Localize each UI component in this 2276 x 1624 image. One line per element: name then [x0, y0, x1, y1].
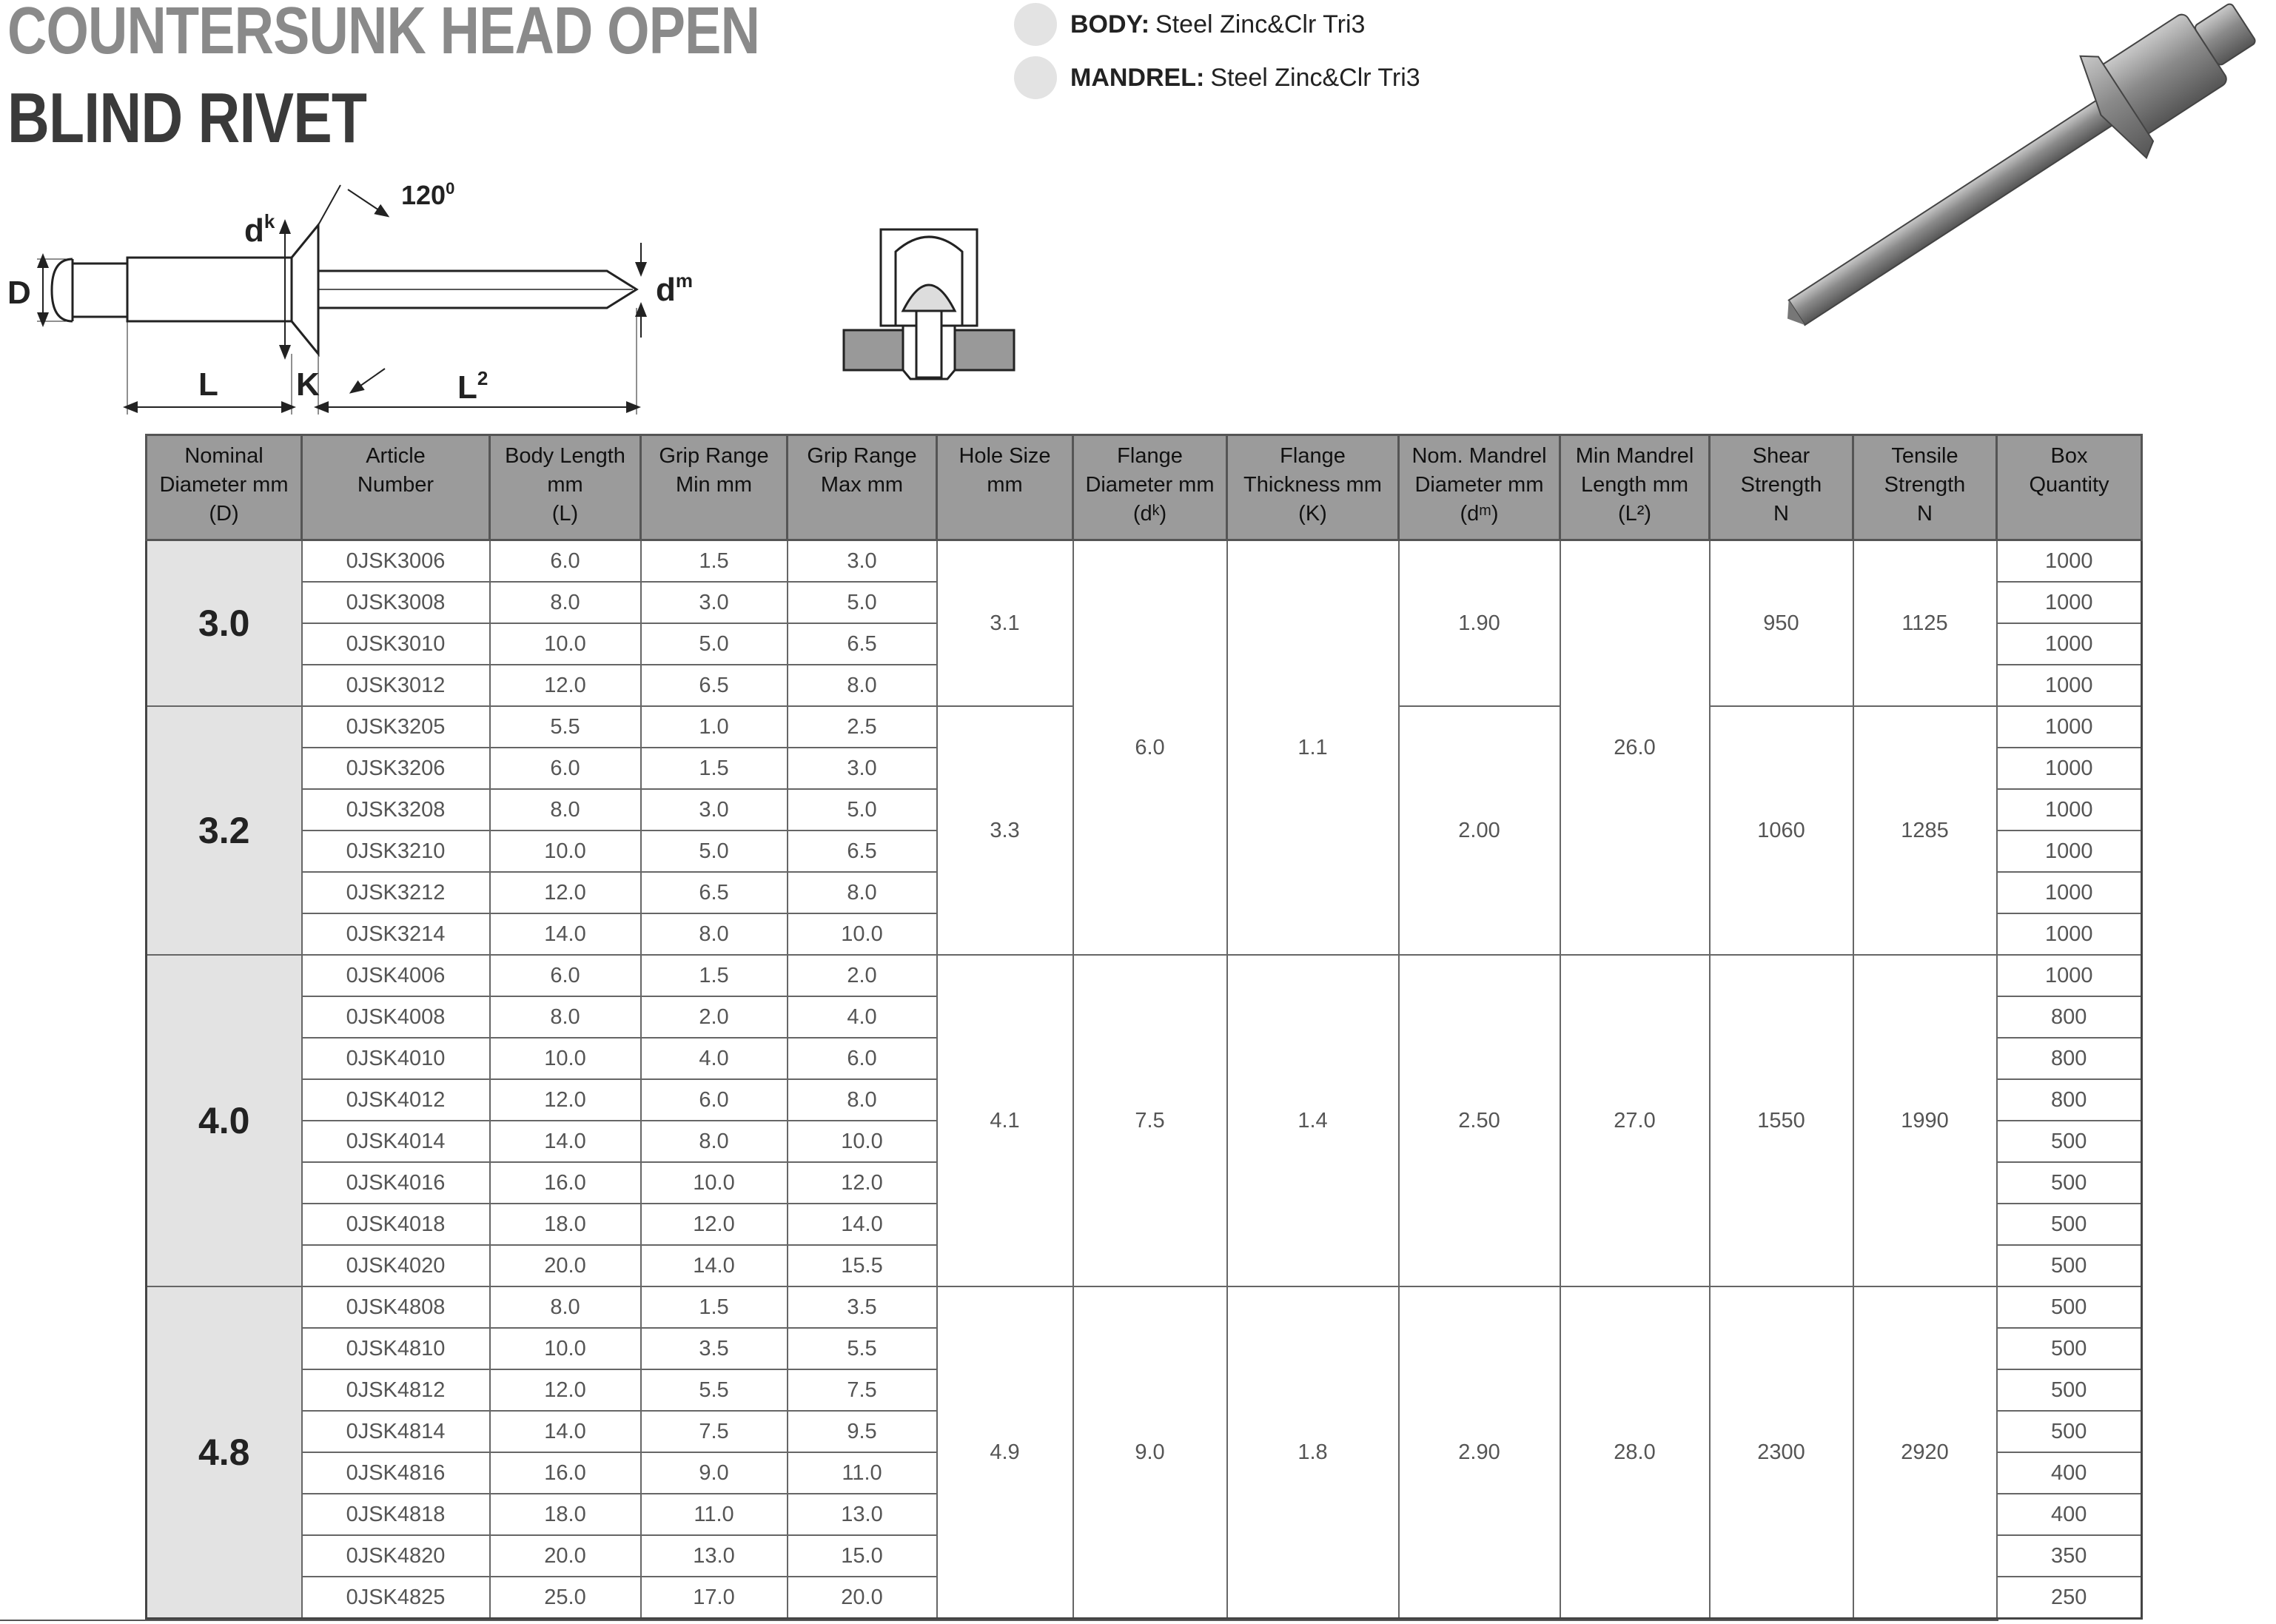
- grip-min-cell: 5.5: [641, 1369, 788, 1411]
- label-dm-sup: m: [675, 269, 694, 292]
- article-number-cell: 0JSK3205: [302, 706, 490, 748]
- material-mandrel: [1014, 56, 1420, 99]
- box-quantity-cell: 500: [1997, 1121, 2142, 1162]
- body-value: Steel Zinc&Clr Tri3: [1155, 10, 1366, 38]
- body-length-cell: 20.0: [490, 1535, 641, 1577]
- column-header-flange-diameter: Flange Diameter mm (dᵏ): [1073, 435, 1227, 540]
- grip-max-cell: 3.5: [788, 1286, 937, 1328]
- svg-text:dk: [244, 210, 275, 249]
- rivet-installed-section: [836, 222, 1021, 392]
- column-header-box-quantity: Box Quantity: [1997, 435, 2142, 540]
- mandrel-length-cell: 27.0: [1560, 955, 1710, 1286]
- label-dm: d: [656, 272, 676, 308]
- grip-min-cell: 13.0: [641, 1535, 788, 1577]
- rivet-dimension-diagram: [0, 163, 725, 429]
- flange-thickness-cell: 1.8: [1227, 1286, 1399, 1619]
- grip-min-cell: 1.5: [641, 955, 788, 996]
- bottom-rule: [0, 1620, 1998, 1621]
- article-number-cell: 0JSK3210: [302, 831, 490, 872]
- grip-min-cell: 5.0: [641, 623, 788, 665]
- column-header-shear-strength: Shear Strength N: [1710, 435, 1853, 540]
- page-title-line-2: BLIND RIVET: [7, 78, 367, 158]
- box-quantity-cell: 800: [1997, 1038, 2142, 1079]
- box-quantity-cell: 400: [1997, 1494, 2142, 1535]
- grip-max-cell: 11.0: [788, 1452, 937, 1494]
- grip-min-cell: 3.0: [641, 582, 788, 623]
- article-number-cell: 0JSK4008: [302, 996, 490, 1038]
- grip-min-cell: 12.0: [641, 1204, 788, 1245]
- article-number-cell: 0JSK4814: [302, 1411, 490, 1452]
- flange-thickness-cell: 1.4: [1227, 955, 1399, 1286]
- grip-max-cell: 4.0: [788, 996, 937, 1038]
- table-body: [147, 540, 2142, 1619]
- rivet-product-image: [1747, 0, 2276, 348]
- article-number-cell: 0JSK4820: [302, 1535, 490, 1577]
- article-number-cell: 0JSK4014: [302, 1121, 490, 1162]
- box-quantity-cell: 1000: [1997, 623, 2142, 665]
- mandrel-diameter-cell: 2.90: [1399, 1286, 1560, 1619]
- box-quantity-cell: 350: [1997, 1535, 2142, 1577]
- column-header-mandrel-diameter: Nom. Mandrel Diameter mm (dᵐ): [1399, 435, 1560, 540]
- grip-max-cell: 2.0: [788, 955, 937, 996]
- grip-max-cell: 6.0: [788, 1038, 937, 1079]
- body-length-cell: 8.0: [490, 789, 641, 831]
- hole-size-cell: 3.1: [937, 540, 1073, 707]
- grip-max-cell: 13.0: [788, 1494, 937, 1535]
- grip-max-cell: 10.0: [788, 913, 937, 955]
- body-length-cell: 18.0: [490, 1204, 641, 1245]
- grip-max-cell: 15.0: [788, 1535, 937, 1577]
- box-quantity-cell: 500: [1997, 1328, 2142, 1369]
- column-header-grip-range-max: Grip Range Max mm: [788, 435, 937, 540]
- body-length-cell: 10.0: [490, 1328, 641, 1369]
- table-row: [147, 1286, 2142, 1328]
- grip-max-cell: 5.0: [788, 789, 937, 831]
- box-quantity-cell: 500: [1997, 1286, 2142, 1328]
- table-row: [147, 540, 2142, 583]
- box-quantity-cell: 1000: [1997, 913, 2142, 955]
- mandrel-diameter-cell: 1.90: [1399, 540, 1560, 707]
- flange-diameter-cell: 9.0: [1073, 1286, 1227, 1619]
- body-length-cell: 8.0: [490, 996, 641, 1038]
- mandrel-length-cell: 26.0: [1560, 540, 1710, 956]
- flange-diameter-cell: 6.0: [1073, 540, 1227, 956]
- flange-diameter-cell: 7.5: [1073, 955, 1227, 1286]
- body-label: BODY:: [1070, 10, 1150, 38]
- svg-text:L2: [457, 367, 488, 406]
- article-number-cell: 0JSK3012: [302, 665, 490, 706]
- article-number-cell: 0JSK3010: [302, 623, 490, 665]
- grip-min-cell: 6.5: [641, 872, 788, 913]
- grip-min-cell: 8.0: [641, 1121, 788, 1162]
- article-number-cell: 0JSK3206: [302, 748, 490, 789]
- body-length-cell: 6.0: [490, 748, 641, 789]
- article-number-cell: 0JSK4812: [302, 1369, 490, 1411]
- column-header-body-length: Body Length mm (L): [490, 435, 641, 540]
- article-number-cell: 0JSK4808: [302, 1286, 490, 1328]
- grip-max-cell: 7.5: [788, 1369, 937, 1411]
- label-L2: L: [457, 369, 477, 406]
- grip-max-cell: 5.5: [788, 1328, 937, 1369]
- shear-strength-cell: 1060: [1710, 706, 1853, 955]
- column-header-hole-size: Hole Size mm: [937, 435, 1073, 540]
- article-number-cell: 0JSK4016: [302, 1162, 490, 1204]
- label-K: K: [296, 366, 320, 403]
- body-length-cell: 10.0: [490, 1038, 641, 1079]
- grip-min-cell: 4.0: [641, 1038, 788, 1079]
- label-dk-sup: k: [263, 210, 275, 232]
- box-quantity-cell: 1000: [1997, 831, 2142, 872]
- svg-text:1200: [401, 179, 454, 210]
- nominal-diameter-cell: 4.0: [147, 955, 302, 1286]
- grip-min-cell: 17.0: [641, 1577, 788, 1619]
- box-quantity-cell: 1000: [1997, 872, 2142, 913]
- article-number-cell: 0JSK4818: [302, 1494, 490, 1535]
- nominal-diameter-cell: 3.2: [147, 706, 302, 955]
- grip-max-cell: 2.5: [788, 706, 937, 748]
- box-quantity-cell: 1000: [1997, 955, 2142, 996]
- box-quantity-cell: 800: [1997, 996, 2142, 1038]
- box-quantity-cell: 800: [1997, 1079, 2142, 1121]
- column-header-mandrel-length: Min Mandrel Length mm (L²): [1560, 435, 1710, 540]
- column-header-nominal-diameter: Nominal Diameter mm (D): [147, 435, 302, 540]
- hole-size-cell: 4.1: [937, 955, 1073, 1286]
- grip-max-cell: 12.0: [788, 1162, 937, 1204]
- grip-min-cell: 8.0: [641, 913, 788, 955]
- mandrel-color-swatch: [1014, 56, 1057, 99]
- tensile-strength-cell: 1125: [1853, 540, 1997, 707]
- grip-min-cell: 10.0: [641, 1162, 788, 1204]
- grip-min-cell: 3.0: [641, 789, 788, 831]
- body-length-cell: 14.0: [490, 913, 641, 955]
- hole-size-cell: 3.3: [937, 706, 1073, 955]
- shear-strength-cell: 1550: [1710, 955, 1853, 1286]
- grip-min-cell: 1.5: [641, 1286, 788, 1328]
- grip-min-cell: 6.5: [641, 665, 788, 706]
- label-angle: 120: [401, 180, 446, 210]
- column-header-article-number: Article Number: [302, 435, 490, 540]
- grip-max-cell: 8.0: [788, 872, 937, 913]
- body-length-cell: 14.0: [490, 1411, 641, 1452]
- box-quantity-cell: 500: [1997, 1162, 2142, 1204]
- label-D: D: [7, 275, 31, 311]
- article-number-cell: 0JSK4006: [302, 955, 490, 996]
- mandrel-diameter-cell: 2.50: [1399, 955, 1560, 1286]
- shear-strength-cell: 2300: [1710, 1286, 1853, 1619]
- flange-thickness-cell: 1.1: [1227, 540, 1399, 956]
- box-quantity-cell: 500: [1997, 1204, 2142, 1245]
- grip-max-cell: 8.0: [788, 1079, 937, 1121]
- body-length-cell: 5.5: [490, 706, 641, 748]
- grip-min-cell: 3.5: [641, 1328, 788, 1369]
- column-header-tensile-strength: Tensile Strength N: [1853, 435, 1997, 540]
- page-title-line-1: COUNTERSUNK HEAD OPEN: [7, 0, 760, 68]
- body-length-cell: 18.0: [490, 1494, 641, 1535]
- mandrel-length-cell: 28.0: [1560, 1286, 1710, 1619]
- grip-max-cell: 8.0: [788, 665, 937, 706]
- label-angle-sup: 0: [446, 179, 455, 198]
- box-quantity-cell: 1000: [1997, 540, 2142, 583]
- grip-min-cell: 2.0: [641, 996, 788, 1038]
- article-number-cell: 0JSK3008: [302, 582, 490, 623]
- column-header-flange-thickness: Flange Thickness mm (K): [1227, 435, 1399, 540]
- body-length-cell: 16.0: [490, 1452, 641, 1494]
- body-length-cell: 12.0: [490, 872, 641, 913]
- body-color-swatch: [1014, 3, 1057, 46]
- column-header-grip-range-min: Grip Range Min mm: [641, 435, 788, 540]
- box-quantity-cell: 1000: [1997, 665, 2142, 706]
- table-header-row: [147, 435, 2142, 540]
- grip-min-cell: 1.5: [641, 748, 788, 789]
- box-quantity-cell: 1000: [1997, 582, 2142, 623]
- mandrel-value: Steel Zinc&Clr Tri3: [1210, 63, 1420, 92]
- grip-min-cell: 14.0: [641, 1245, 788, 1286]
- body-length-cell: 20.0: [490, 1245, 641, 1286]
- grip-max-cell: 3.0: [788, 540, 937, 583]
- article-number-cell: 0JSK3214: [302, 913, 490, 955]
- body-length-cell: 6.0: [490, 955, 641, 996]
- body-length-cell: 8.0: [490, 1286, 641, 1328]
- nominal-diameter-cell: 3.0: [147, 540, 302, 707]
- grip-max-cell: 9.5: [788, 1411, 937, 1452]
- nominal-diameter-cell: 4.8: [147, 1286, 302, 1619]
- tensile-strength-cell: 2920: [1853, 1286, 1997, 1619]
- body-length-cell: 16.0: [490, 1162, 641, 1204]
- hole-size-cell: 4.9: [937, 1286, 1073, 1619]
- grip-min-cell: 6.0: [641, 1079, 788, 1121]
- article-number-cell: 0JSK3006: [302, 540, 490, 583]
- mandrel-diameter-cell: 2.00: [1399, 706, 1560, 955]
- body-length-cell: 25.0: [490, 1577, 641, 1619]
- box-quantity-cell: 1000: [1997, 789, 2142, 831]
- grip-min-cell: 7.5: [641, 1411, 788, 1452]
- article-number-cell: 0JSK4018: [302, 1204, 490, 1245]
- grip-max-cell: 3.0: [788, 748, 937, 789]
- box-quantity-cell: 250: [1997, 1577, 2142, 1619]
- article-number-cell: 0JSK4012: [302, 1079, 490, 1121]
- box-quantity-cell: 1000: [1997, 706, 2142, 748]
- grip-max-cell: 15.5: [788, 1245, 937, 1286]
- article-number-cell: 0JSK4825: [302, 1577, 490, 1619]
- grip-min-cell: 9.0: [641, 1452, 788, 1494]
- label-L2-sup: 2: [477, 367, 489, 389]
- box-quantity-cell: 1000: [1997, 748, 2142, 789]
- table-row: [147, 955, 2142, 996]
- article-number-cell: 0JSK4020: [302, 1245, 490, 1286]
- grip-min-cell: 5.0: [641, 831, 788, 872]
- grip-max-cell: 20.0: [788, 1577, 937, 1619]
- box-quantity-cell: 500: [1997, 1411, 2142, 1452]
- shear-strength-cell: 950: [1710, 540, 1853, 707]
- grip-min-cell: 1.0: [641, 706, 788, 748]
- label-L: L: [198, 366, 218, 403]
- box-quantity-cell: 400: [1997, 1452, 2142, 1494]
- body-length-cell: 12.0: [490, 1369, 641, 1411]
- svg-text:dm: [656, 269, 693, 308]
- grip-max-cell: 6.5: [788, 623, 937, 665]
- body-length-cell: 12.0: [490, 665, 641, 706]
- material-body: [1014, 3, 1365, 46]
- article-number-cell: 0JSK3212: [302, 872, 490, 913]
- grip-max-cell: 10.0: [788, 1121, 937, 1162]
- mandrel-label: MANDREL:: [1070, 63, 1205, 92]
- article-number-cell: 0JSK4810: [302, 1328, 490, 1369]
- rivet-spec-table: [145, 434, 2143, 1620]
- body-length-cell: 10.0: [490, 831, 641, 872]
- box-quantity-cell: 500: [1997, 1369, 2142, 1411]
- body-length-cell: 8.0: [490, 582, 641, 623]
- body-length-cell: 6.0: [490, 540, 641, 583]
- label-dk: d: [244, 212, 264, 249]
- body-length-cell: 10.0: [490, 623, 641, 665]
- body-length-cell: 12.0: [490, 1079, 641, 1121]
- grip-max-cell: 5.0: [788, 582, 937, 623]
- grip-min-cell: 11.0: [641, 1494, 788, 1535]
- tensile-strength-cell: 1285: [1853, 706, 1997, 955]
- grip-min-cell: 1.5: [641, 540, 788, 583]
- tensile-strength-cell: 1990: [1853, 955, 1997, 1286]
- grip-max-cell: 6.5: [788, 831, 937, 872]
- grip-max-cell: 14.0: [788, 1204, 937, 1245]
- article-number-cell: 0JSK4010: [302, 1038, 490, 1079]
- box-quantity-cell: 500: [1997, 1245, 2142, 1286]
- body-length-cell: 14.0: [490, 1121, 641, 1162]
- article-number-cell: 0JSK3208: [302, 789, 490, 831]
- article-number-cell: 0JSK4816: [302, 1452, 490, 1494]
